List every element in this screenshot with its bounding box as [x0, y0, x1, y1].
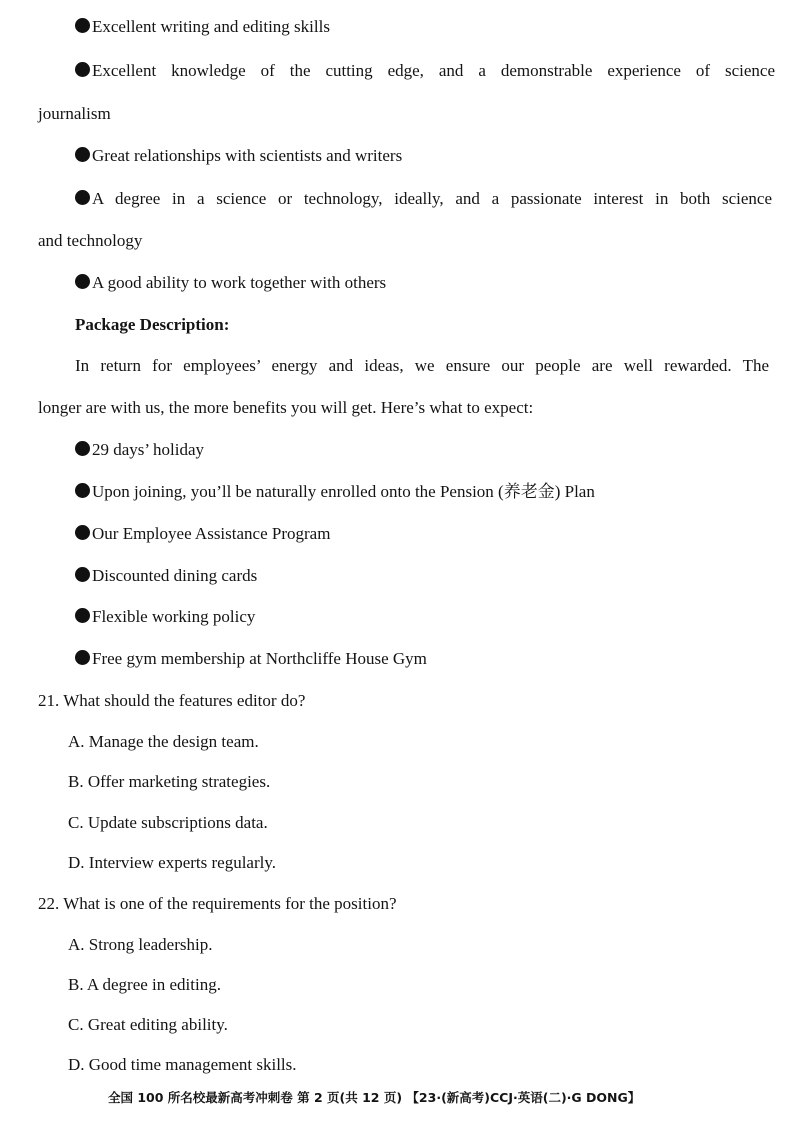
requirement-item: A good ability to work together with others — [75, 272, 386, 294]
bullet-icon — [75, 62, 90, 77]
requirement-item-continuation: journalism — [38, 104, 111, 123]
bullet-icon — [75, 483, 90, 498]
answer-option: D. Good time management skills. — [68, 1055, 297, 1074]
page-footer: 全国 100 所名校最新高考冲刺卷 第 2 页(共 12 页) 【23·(新高考)CCJ·英语(二)·G DONG】 — [108, 1090, 641, 1105]
requirement-item: Excellent writing and editing skills — [75, 16, 330, 38]
answer-option: C. Great editing ability. — [68, 1015, 228, 1034]
bullet-icon — [75, 441, 90, 456]
benefit-item: Upon joining, you’ll be naturally enrolled onto the Pension (养老金) Plan — [75, 481, 595, 503]
bullet-icon — [75, 650, 90, 665]
bullet-icon — [75, 190, 90, 205]
question-stem: 22. What is one of the requirements for the position? — [38, 894, 397, 913]
bullet-icon — [75, 608, 90, 623]
answer-option: D. Interview experts regularly. — [68, 853, 277, 872]
answer-option: B. Offer marketing strategies. — [68, 772, 271, 791]
benefit-item: Discounted dining cards — [75, 565, 257, 587]
bullet-icon — [75, 147, 90, 162]
bullet-icon — [75, 18, 90, 33]
benefit-item: Our Employee Assistance Program — [75, 523, 330, 545]
answer-option: A. Manage the design team. — [68, 732, 259, 751]
benefit-item: 29 days’ holiday — [75, 439, 204, 461]
bullet-icon — [75, 567, 90, 582]
package-intro: In return for employees’ energy and ideas, we ensure our people are well rewarded. The — [75, 356, 769, 375]
package-intro-continuation: longer are with us, the more benefits you will get. Here’s what to expect: — [38, 398, 534, 417]
requirement-item: Excellent knowledge of the cutting edge, and a demonstrable experience of science — [75, 60, 775, 82]
answer-option: A. Strong leadership. — [68, 935, 213, 954]
requirement-item: Great relationships with scientists and writers — [75, 145, 402, 167]
question-stem: 21. What should the features editor do? — [38, 691, 306, 710]
requirement-item: A degree in a science or technology, ideally, and a passionate interest in both science — [75, 188, 772, 210]
benefit-item: Flexible working policy — [75, 606, 255, 628]
bullet-icon — [75, 525, 90, 540]
package-heading: Package Description: — [75, 315, 230, 334]
bullet-icon — [75, 274, 90, 289]
answer-option: C. Update subscriptions data. — [68, 813, 268, 832]
answer-option: B. A degree in editing. — [68, 975, 221, 994]
requirement-item-continuation: and technology — [38, 231, 143, 250]
benefit-item: Free gym membership at Northcliffe House Gym — [75, 648, 427, 670]
